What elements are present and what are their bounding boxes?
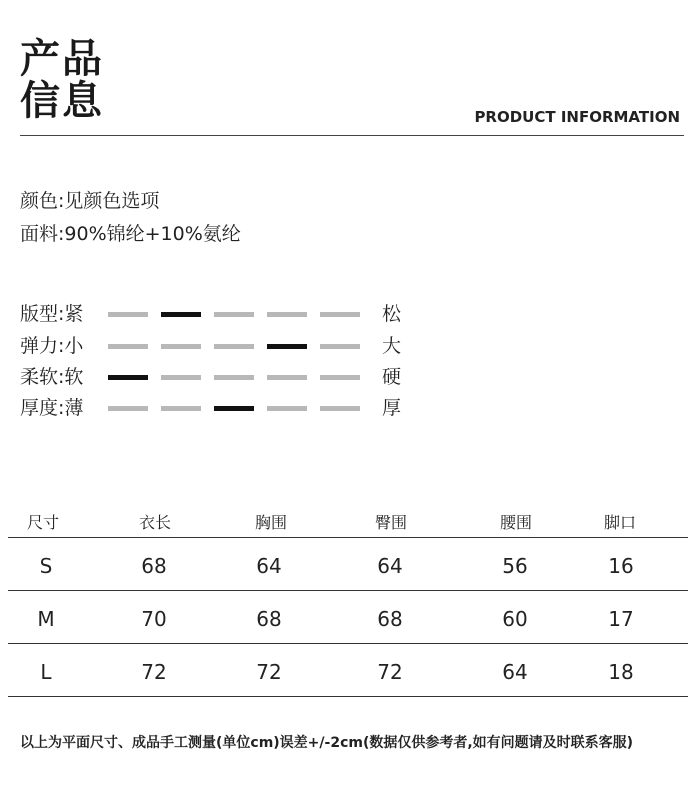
material-info: 面料:90%锦纶+10%氨纶 (20, 223, 241, 245)
table-cell: 64 (256, 554, 282, 578)
table-row (8, 537, 688, 590)
page-title (20, 38, 104, 122)
scale-segment (108, 344, 148, 349)
scale-segment (320, 344, 360, 349)
scale-segment (108, 406, 148, 411)
header-cell: 脚口 (603, 513, 636, 532)
table-cell: 72 (377, 660, 403, 684)
attribute-label: 柔软:软 (20, 366, 84, 388)
size-table (8, 505, 688, 697)
scale-segment (161, 375, 201, 380)
table-cell: 72 (256, 660, 282, 684)
attribute-row-softness (20, 365, 410, 389)
table-cell: L (40, 660, 52, 684)
scale-segment (320, 406, 360, 411)
header-cell: 衣长 (138, 513, 171, 532)
table-row (8, 643, 688, 697)
table-row (8, 590, 688, 643)
scale-segment (267, 375, 307, 380)
page-subtitle: PRODUCT INFORMATION (474, 108, 680, 126)
table-cell: 18 (608, 660, 634, 684)
table-cell: 16 (608, 554, 634, 578)
scale-segment-active (161, 312, 201, 317)
attribute-label: 弹力:小 (20, 335, 84, 357)
scale-segment-active (214, 406, 254, 411)
header-cell: 臀围 (374, 513, 407, 532)
attribute-label: 版型:紧 (20, 303, 84, 325)
table-cell: 72 (141, 660, 167, 684)
attribute-max-label: 厚 (382, 397, 402, 419)
table-cell: 64 (377, 554, 403, 578)
scale-segment (267, 312, 307, 317)
scale-segment (320, 375, 360, 380)
attribute-max-label: 松 (382, 303, 402, 325)
table-cell: 68 (141, 554, 167, 578)
table-cell: M (37, 607, 55, 631)
table-cell: 17 (608, 607, 634, 631)
measurement-note: 以上为平面尺寸、成品手工测量(单位cm)误差+/-2cm(数据仅供参考者,如有问题请及时联系客服) (20, 735, 634, 751)
title-line-1: 产品 (20, 36, 104, 82)
table-cell: 68 (377, 607, 403, 631)
size-table-header (8, 505, 688, 537)
scale-segment (108, 312, 148, 317)
title-line-2: 信息 (20, 78, 104, 124)
scale-segment-active (267, 344, 307, 349)
scale-segment (267, 406, 307, 411)
attribute-label: 厚度:薄 (20, 397, 84, 419)
table-cell: S (39, 554, 53, 578)
attribute-row-fit (20, 302, 410, 326)
scale-segment (161, 344, 201, 349)
scale-segment-active (108, 375, 148, 380)
title-divider (20, 135, 684, 136)
header-cell: 胸围 (254, 513, 287, 532)
color-info: 颜色:见颜色选项 (20, 190, 160, 212)
scale-segment (161, 406, 201, 411)
table-cell: 60 (502, 607, 528, 631)
table-cell: 56 (502, 554, 528, 578)
scale-segment (214, 375, 254, 380)
attribute-row-elasticity (20, 334, 410, 358)
attribute-max-label: 硬 (382, 366, 402, 388)
table-cell: 64 (502, 660, 528, 684)
scale-segment (320, 312, 360, 317)
header-cell: 尺寸 (26, 513, 59, 532)
table-cell: 70 (141, 607, 167, 631)
attribute-max-label: 大 (382, 335, 402, 357)
scale-segment (214, 312, 254, 317)
header-cell: 腰围 (499, 513, 532, 532)
scale-segment (214, 344, 254, 349)
attribute-row-thickness (20, 396, 410, 420)
table-cell: 68 (256, 607, 282, 631)
